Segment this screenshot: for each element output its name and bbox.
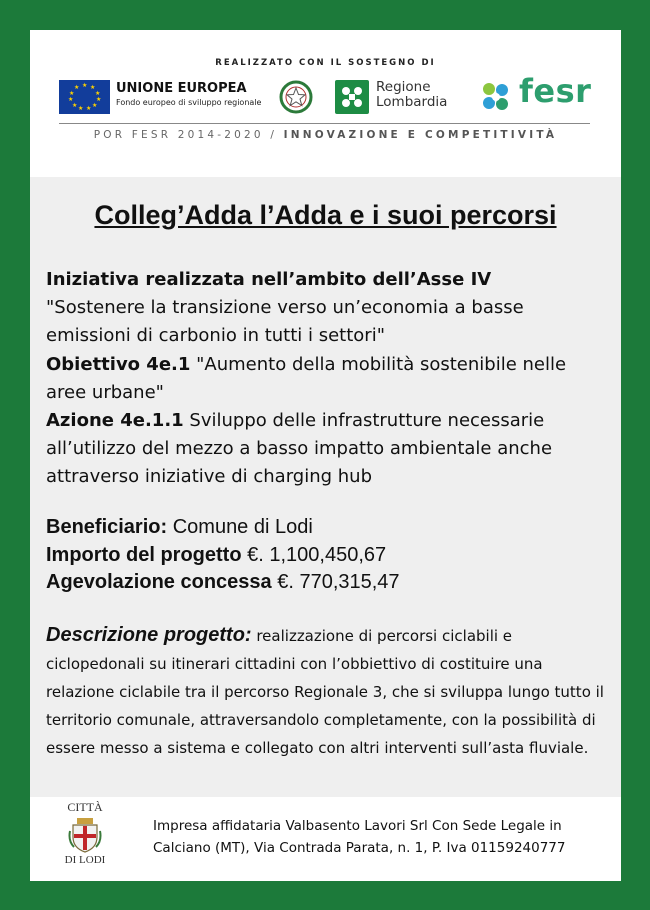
- importo-value: €. 1,100,450,67: [241, 543, 387, 566]
- obiettivo-text: "Aumento della mobilità sostenibile nelle aree urbane": [46, 353, 567, 403]
- asse-text: "Sostenere la transizione verso un’economia a basse emissioni di carbonio in tutti i settori": [46, 297, 524, 347]
- agevolazione-label: Agevolazione concessa: [46, 571, 272, 593]
- eu-subtitle: Fondo europeo di sviluppo regionale: [116, 98, 262, 107]
- fesr-logo-text: fesr: [519, 72, 592, 110]
- italian-emblem-icon: [277, 78, 315, 116]
- beneficiario-value: Comune di Lodi: [167, 516, 313, 538]
- azione-label: Azione 4e.1.1: [46, 410, 184, 432]
- page-title: Colleg’Adda l’Adda e i suoi percorsi: [94, 200, 557, 230]
- beneficiario-label: Beneficiario:: [46, 516, 168, 538]
- fesr-logo-icon: [477, 78, 515, 116]
- sostegno-label: REALIZZATO CON IL SOSTEGNO DI: [215, 58, 436, 68]
- eu-title: UNIONE EUROPEA: [116, 81, 247, 96]
- descrizione-text: realizzazione di percorsi ciclabili e ciclopedonali su itinerari cittadini con l’obbiettivo di costituire una relazione ciclabile tra il percorso Regionale 3, che si sviluppa lungo tutto il territorio comunale, attraversandolo completamente, con la possibilità di essere messo a sistema e collegato con altri interventi sull’asta fluviale.: [46, 627, 604, 757]
- descrizione-label: Descrizione progetto:: [46, 624, 252, 646]
- lodi-crest-icon: [68, 817, 102, 853]
- obiettivo-label: Obiettivo 4e.1: [46, 353, 191, 375]
- eu-flag-icon: ★ ★ ★ ★ ★ ★ ★ ★ ★ ★ ★: [59, 80, 110, 114]
- azione-text: Sviluppo delle infrastrutture necessarie all’utilizzo del mezzo a basso impatto ambientale anche attraverso iniziative di charging hub: [46, 410, 553, 488]
- citta-label: [62, 800, 108, 815]
- descrizione-block: [46, 622, 611, 763]
- importi-block: [46, 514, 606, 597]
- poster-panel: [30, 30, 621, 881]
- impresa-text: Impresa affidataria Valbasento Lavori Srl Con Sede Legale in Calciano (MT), Via Contrada Parata, n. 1, P. Iva 01159240777: [153, 818, 566, 856]
- program-prefix: POR FESR 2014-2020: [93, 129, 264, 141]
- header-divider: [59, 123, 590, 124]
- lombardia-logo-icon: [335, 80, 369, 114]
- agevolazione-value: €. 770,315,47: [271, 571, 400, 593]
- importo-label: Importo del progetto: [46, 543, 242, 566]
- citta-line2: DI LODI: [64, 854, 106, 866]
- region-line2: Lombardia: [376, 94, 448, 110]
- asse-label: Iniziativa realizzata nell’ambito dell’Asse IV: [46, 269, 492, 290]
- lombardia-logo-text: [376, 80, 447, 110]
- asse-block: [46, 266, 606, 492]
- program-suffix: INNOVAZIONE E COMPETITIVITÀ: [283, 129, 558, 141]
- program-line: [30, 129, 621, 141]
- citta-line1: CITTÀ: [67, 800, 103, 814]
- program-separator: /: [270, 129, 278, 141]
- region-line1: Regione: [376, 79, 431, 95]
